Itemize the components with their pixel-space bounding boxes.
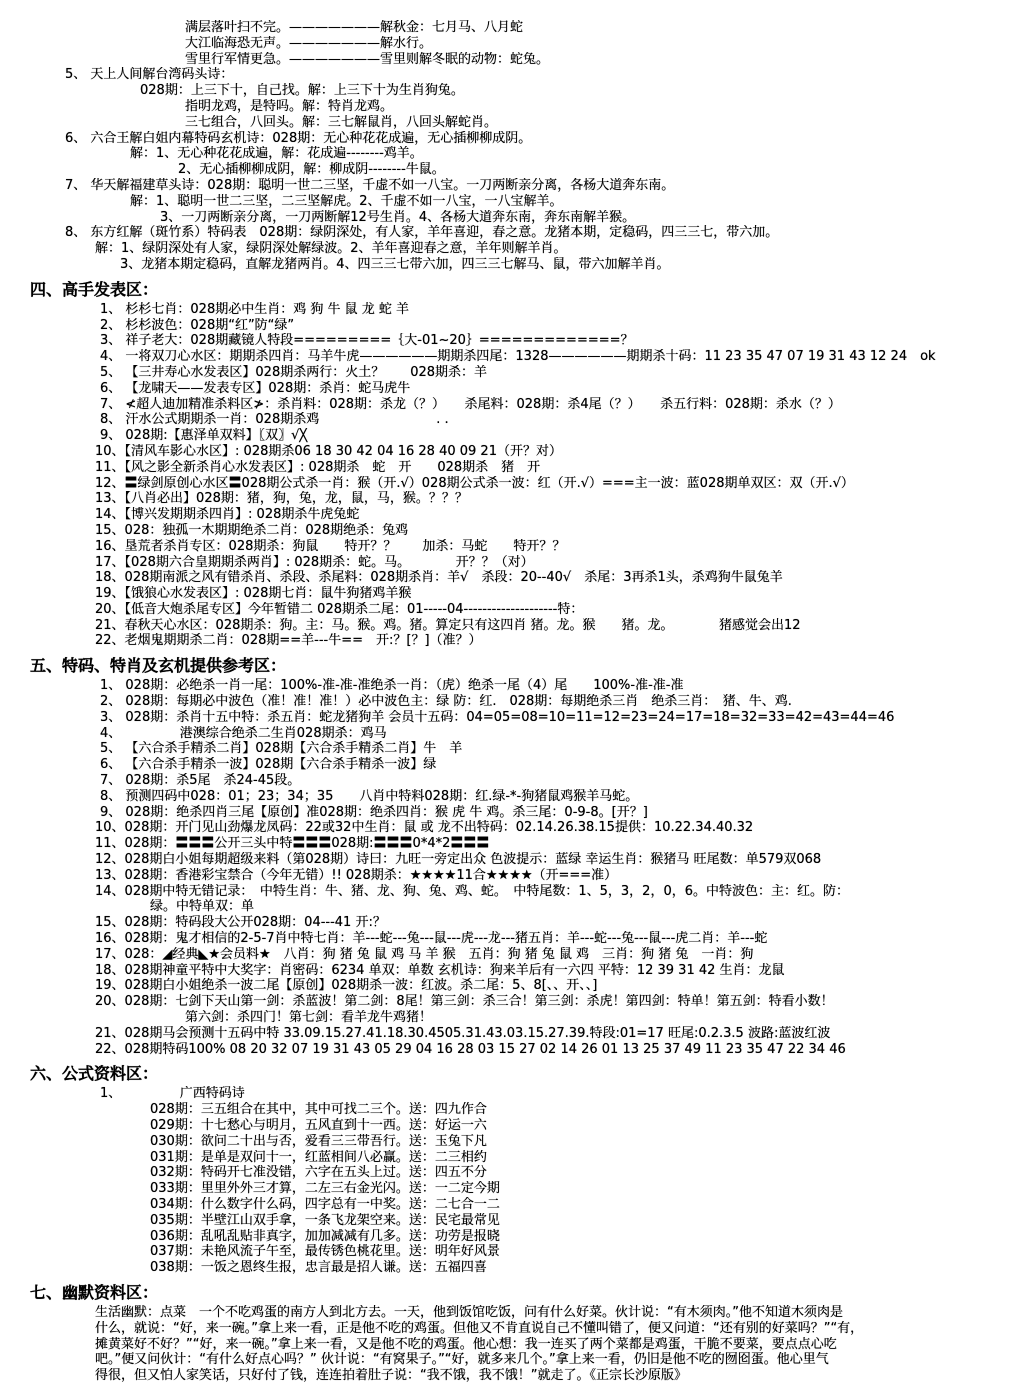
- text-line: 22、028期特码100% 08 20 32 07 19 31 43 05 29 04 16 28 03 15 27 02 14 26 01 13 25 37 49 11 23 35 47 22 34 46: [95, 1041, 846, 1057]
- text-line: 8、 汗水公式期期杀一肖：028期杀鸡 . .: [100, 412, 449, 428]
- text-line: 解：1、无心种花花成遍，解：花成遍--------鸡羊。: [130, 146, 423, 162]
- text-line: 16、028期：鬼才相信的2-5-7肖中特七肖：羊---蛇---兔---鼠---虎---龙---猪五肖：羊---蛇---兔---鼠---虎二肖：羊---蛇: [95, 931, 768, 947]
- text-line: 生活幽默：点菜 一个不吃鸡蛋的南方人到北方去。一天，他到饭馆吃饭，问有什么好菜。伙计说：“有木须肉。”他不知道木须肉是: [95, 1304, 843, 1320]
- text-line: 7、 028期：杀5尾 杀24-45段。: [100, 773, 301, 789]
- text-line: 4、 一将双刀心水区：期期杀四肖：马羊牛虎——————期期杀四尾：1328——————期期杀十码：11 23 35 47 07 19 31 43 12 24 ok: [100, 349, 936, 365]
- text-line: 18、028期神童平特中大奖字：肖密码：6234 单双：单数 玄机诗：狗来羊后有一六四 平特：12 39 31 42 生肖：龙鼠: [95, 962, 785, 978]
- text-line: 解：1、绿阴深处有人家，绿阴深处解绿波。2、羊年喜迎春之意，羊年则解羊肖。: [95, 241, 567, 257]
- text-line: 13、028期：香港彩宝禁合（今年无错）!! 028期杀：★★★★11合★★★★（开===准）: [95, 867, 618, 883]
- text-line: 指明龙鸡，是特吗。解：特肖龙鸡。: [185, 98, 394, 114]
- text-line: 19、【饿狼心水发表区】: 028期七肖：鼠牛狗猪鸡羊猴: [95, 586, 412, 602]
- text-line: 6、 【六合杀手精杀一波】028期【六合杀手精杀一波】绿: [100, 757, 437, 773]
- text-line: 034期：什么数字什么码，四字总有一中奖。送：二七合一二: [150, 1196, 500, 1212]
- text-line: 21、028期马会预测十五码中特 33.09.15.27.41.18.30.4505.31.43.03.15.27.39.特段:01=17 旺尾:0.2.3.5 波路:蓝波红波: [95, 1025, 831, 1041]
- text-line: 10、028期：开门见山劲爆龙凤码：22或32中生肖：鼠 或 龙不出特码：02.14.26.38.15提供：10.22.34.40.32: [95, 820, 754, 836]
- text-line: 2、 杉杉波色：028期“红”防“绿”: [100, 317, 295, 333]
- document-body: [0, 20, 1017, 1384]
- text-line: 3、 祥子老大：028期藏镜人特段=========｛大-01~20｝=============？: [100, 333, 634, 349]
- text-line: 030期：欲问二十出与否，爱看三三带吾行。送：玉兔下凡: [150, 1133, 487, 1149]
- text-line: 10、【清风车影心水区】: 028期杀06 18 30 42 04 16 28 40 09 21（开？对）: [95, 443, 562, 459]
- text-line: 摊黄菜好不好？”“好，来一碗。”拿上来一看，又是他不吃的鸡蛋。他心想：我一连买了两个菜都是鸡蛋，干脆不要菜，要点点心吃: [95, 1336, 837, 1352]
- text-line: 吧。”便又问伙计：“有什么好点心吗？” 伙计说：“有窝果子。”“好，就多来几个。”拿上来一看，仍旧是他不吃的囫囵蛋。他心里气: [95, 1352, 829, 1368]
- text-line: 12、〓绿剑原创心水区〓028期公式杀一肖：猴（开.√）028期公式杀一波：红（开.√）===主一波：蓝028期单双区：双（开.√）: [95, 475, 854, 491]
- text-line: 什么，就说：“好，来一碗。”拿上来一看，正是他不吃的鸡蛋。但他又不肯直说自己不懂叫错了，便又问道：“还有别的好菜吗？”“有，: [95, 1320, 864, 1336]
- text-line: 036期：乱吼乱贴非真字，加加减减有几多。送：功劳是报晓: [150, 1228, 500, 1244]
- text-line: 大江临海恐无声。———————解水行。: [185, 35, 433, 51]
- text-line: 得很，但又怕人家笑话，只好付了钱，连连拍着肚子说：“我不饿，我不饿！”就走了。《正宗长沙原版》: [95, 1368, 687, 1384]
- text-line: 解：1、聪明一世二三坚，二三坚解虎。2、千虚不如一八宝，一八宝解羊。: [130, 193, 563, 209]
- text-line: 038期：一饭之恩终生报，忠言最是招人谦。送：五福四喜: [150, 1260, 487, 1276]
- text-line: 7、 华天解福建草头诗：028期：聪明一世二三坚，千虚不如一八宝。一刀两断亲分离，各杨大道奔东南。: [65, 177, 675, 193]
- text-line: 8、 东方红解（斑竹系）特码表 028期：绿阴深处，有人家，羊年喜迎，春之意。龙猪本期，定稳码，四三三七，带六加。: [65, 225, 779, 241]
- text-line: 1、 杉杉七肖：028期必中生肖：鸡 狗 牛 鼠 龙 蛇 羊: [100, 301, 410, 317]
- text-line: 5、 【三井寿心水发表区】028期杀两行：火土？ 028期杀：羊: [100, 364, 488, 380]
- text-line: 4、 港澳综合绝杀二生肖028期杀：鸡马: [100, 725, 387, 741]
- text-line: 2、 028期：每期必中波色（准！准！准！）必中波色主：绿 防：红. 028期：每期绝杀三肖 绝杀三肖： 猪、牛、鸡.: [100, 694, 792, 710]
- text-line: 6、 【龙啸天——发表专区】028期：杀肖：蛇马虎牛: [100, 380, 411, 396]
- text-line: 9、 028期:【惠泽单双料】〖双〗√╳: [100, 428, 308, 444]
- text-line: 6、 六合王解白姐内幕特码玄机诗：028期：无心种花花成遍，无心插柳柳成阴。: [65, 130, 532, 146]
- text-line: 8、 预测四码中028：01；23；34；35 八肖中特料028期：红.绿-*-狗猪鼠鸡猴羊马蛇。: [100, 788, 639, 804]
- text-line: 3、一刀两断亲分离，一刀两断解12号生肖。4、各杨大道奔东南，奔东南解羊猴。: [160, 209, 636, 225]
- text-line: 17、【028期六合皇期期杀两肖】: 028期杀：蛇。马。 开？？（对）: [95, 554, 534, 570]
- text-line: 037期：未艳风流子午至，最传锈色桃花里。送：明年好风景: [150, 1244, 500, 1260]
- text-line: 15、028：独孤一木期期绝杀二肖：028期绝杀：兔鸡: [95, 522, 409, 538]
- text-line: 17、028：◢经典◣★会员料★ 八肖：狗 猪 兔 鼠 鸡 马 羊 猴 五肖：狗 猪 兔 鼠 鸡 三肖：狗 猪 兔 一肖：狗: [95, 946, 754, 962]
- text-line: 20、【低音大炮杀尾专区】今年暂错二 028期杀二尾：01-----04--------------------特：: [95, 601, 584, 617]
- text-line: 12、028期白小姐每期超级来料（第028期）诗曰：九旺一旁定出众 色波提示：蓝绿 幸运生肖：猴猪马 旺尾数：单579双068: [95, 852, 822, 868]
- text-line: 029期：十七愁心与明月，五风直到十一西。送：好运一六: [150, 1118, 487, 1133]
- text-line: 032期：特码开七准没错，六字在五头上过。送：四五不分: [150, 1165, 487, 1181]
- text-line: 5、 【六合杀手精杀二肖】028期【六合杀手精杀二肖】牛 羊: [100, 741, 463, 757]
- text-line: 19、028期白小姐绝杀一波二尾【原创】028期杀一波：红波。杀二尾：5、8[、、开、、]: [95, 978, 598, 994]
- text-line: 031期：是单是双问十一，红蓝相间八必赢。送：二三相约: [150, 1149, 487, 1165]
- text-line: 1、 028期：必绝杀一肖一尾：100%-准-准-准绝杀一肖：（虎）绝杀一尾（4）尾 100%-准-准-准: [100, 678, 684, 694]
- section-heading: 五、特码、特肖及玄机提供参考区：: [30, 656, 287, 676]
- text-line: 绿。中特单双：单: [150, 899, 255, 915]
- text-line: 13、【八肖必出】028期：猪，狗，兔，龙，鼠，马，猴。？？？: [95, 491, 468, 507]
- text-line: 5、 天上人间解台湾码头诗：: [65, 67, 234, 83]
- text-line: 14、028期中特无错记录： 中特生肖：牛、猪、龙、狗、兔、鸡、蛇。 中特尾数：1、5，3，2，0，6。中特波色：主：红。防：: [95, 883, 849, 899]
- text-line: 20、028期：七剑下天山第一剑：杀蓝波！第二剑：8尾！第三剑：杀三合！第三剑：杀虎！第四剑：特单！第五剑：特看小数！: [95, 994, 834, 1010]
- text-line: 雪里行军情更急。———————雪里则解冬眠的动物：蛇兔。: [185, 51, 550, 67]
- text-line: 9、 028期：绝杀四肖三尾【原创】准028期：绝杀四肖：猴 虎 牛 鸡。杀三尾：0-9-8。[开？]: [100, 804, 648, 820]
- section-heading: 七、幽默资料区：: [30, 1282, 159, 1302]
- text-line: 14、【博兴发期期杀四肖】: 028期杀牛虎兔蛇: [95, 507, 360, 523]
- text-line: 028期：三五组合在其中，其中可找二三个。送：四九作合: [150, 1102, 487, 1118]
- text-line: 15、028期：特码段大公开028期：04---41 开:？: [95, 915, 386, 931]
- text-line: 22、老烟鬼期期杀二肖：028期==羊---牛== 开:？[？]（准？）: [95, 633, 482, 649]
- text-line: 033期：里里外外三才算，二左三右金光闪。送：一二定今期: [150, 1181, 500, 1197]
- text-line: 11、028期：〓〓〓公开三头中特〓〓〓028期:〓〓〓0*4*2〓〓〓: [95, 836, 490, 852]
- text-line: 1、 广西特码诗: [100, 1086, 245, 1102]
- text-line: 第六剑：杀四门！第七剑：看羊龙牛鸡猪！: [185, 1010, 433, 1026]
- text-line: 满层落叶扫不完。———————解秋金：七月马、八月蛇: [185, 20, 524, 35]
- text-line: 028期：上三下十，自己找。解：上三下十为生肖狗兔。: [140, 83, 464, 99]
- text-line: 3、 028期：杀肖十五中特：杀五肖：蛇龙猪狗羊 会员十五码：04=05=08=10=11=12=23=24=17=18=32=33=42=43=44=46: [100, 709, 895, 725]
- section-heading: 六、公式资料区：: [30, 1064, 159, 1084]
- text-line: 21、春秋天心水区：028期杀：狗。主：马。猴。鸡。猪。算定只有这四肖 猪。龙。猴 猪。龙。 猪感觉会出12: [95, 617, 801, 633]
- text-line: 7、 ≮超人迪加精准杀料区≯：杀肖料：028期：杀龙（？） 杀尾料：028期：杀4尾（？） 杀五行料：028期：杀水（？）: [100, 396, 841, 412]
- section-heading: 四、高手发表区：: [30, 279, 159, 299]
- text-line: 11、【风之影全新杀肖心水发表区】: 028期杀 蛇 开 028期杀 猪 开: [95, 459, 541, 475]
- text-line: 2、无心插柳柳成阴，解：柳成阴--------牛鼠。: [178, 162, 445, 178]
- text-line: 三七组合，八回头。解：三七解鼠肖，八回头解蛇肖。: [185, 114, 498, 130]
- text-line: 035期：半壁江山双手拿，一条飞龙架空来。送：民宅最常见: [150, 1212, 500, 1228]
- text-line: 3、龙猪本期定稳码，直解龙猪两肖。4、四三三七带六加，四三三七解马、鼠，带六加解羊肖。: [120, 256, 670, 272]
- text-line: 18、028期南派之风有错杀肖、杀段、杀尾料：028期杀肖：羊√ 杀段：20--40√ 杀尾：3再杀1头，杀鸡狗牛鼠兔羊: [95, 570, 783, 586]
- text-line: 16、垦荒者杀肖专区：028期杀：狗鼠 特开？？ 加杀：马蛇 特开？？: [95, 538, 566, 554]
